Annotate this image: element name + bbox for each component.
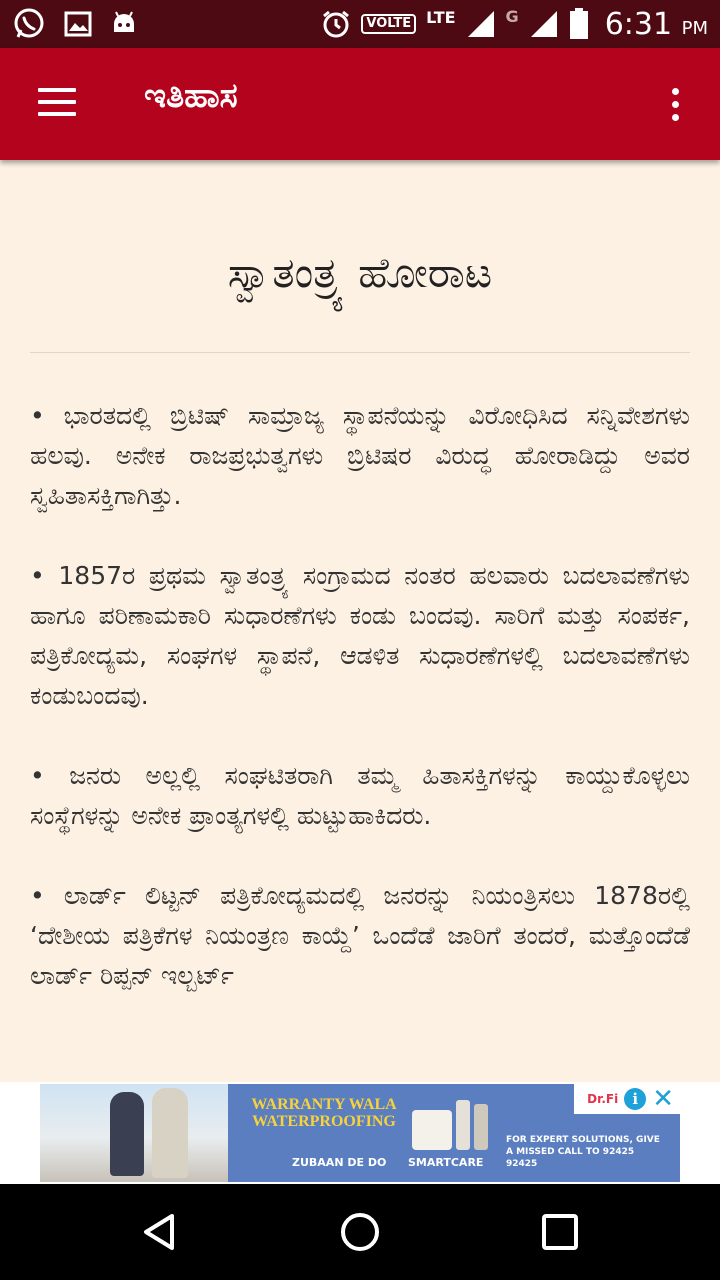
gallery-icon (64, 11, 92, 37)
lte-label: LTE (426, 8, 456, 27)
navigation-bar (0, 1184, 720, 1280)
paragraph: • ಜನರು ಅಲ್ಲಲ್ಲಿ ಸಂಘಟಿತರಾಗಿ ತಮ್ಮ ಹಿತಾಸಕ್ತಿಗಳನ್ನು ಕಾಯ್ದುಕೊಳ್ಳಲು ಸಂಸ್ಥೆಗಳನ್ನು ಅನೇಕ ಪ್ರಾಂತ್ಯಗಳಲ್ಲಿ ಹುಟ್ಟುಹಾಕಿದರು. (30, 761, 690, 830)
ad-photo (40, 1084, 228, 1182)
ad-banner[interactable] (40, 1084, 680, 1182)
paragraph: • ಲಾರ್ಡ್ ಲಿಟ್ಟನ್ ಪತ್ರಿಕೋದ್ಯಮದಲ್ಲಿ ಜನರನ್ನು ನಿಯಂತ್ರಿಸಲು 1878ರಲ್ಲಿ ‘ದೇಶೀಯ ಪತ್ರಿಕೆಗಳ ನಿಯಂತ್ರಣ ಕಾಯ್ದೆ’ ಒಂದೆಡೆ ಜಾರಿಗೆ ತಂದರೆ, ಮತ್ತೊಂದೆಡೆ ಲಾರ್ಡ್ ರಿಪ್ಪನ್ ಇಲ್ಬರ್ಟ್ (30, 881, 690, 990)
ad-tagline: ZUBAAN DE DO (292, 1156, 387, 1169)
more-options-icon[interactable] (660, 82, 690, 126)
back-icon[interactable] (138, 1210, 182, 1254)
article-body (30, 396, 690, 1036)
app-bar (0, 48, 720, 160)
ad-choices-badge[interactable] (574, 1084, 680, 1114)
ad-headline: WARRANTY WALA WATERPROOFING (251, 1096, 397, 1130)
battery-icon (569, 8, 589, 40)
info-icon[interactable]: i (624, 1088, 646, 1110)
ad-product-image (412, 1100, 492, 1150)
page-title: ಇತಿಹಾಸ (144, 76, 238, 116)
status-bar (0, 0, 720, 48)
android-icon (110, 10, 138, 38)
close-icon[interactable]: ✕ (652, 1084, 674, 1114)
article-title: ಸ್ವಾತಂತ್ರ್ಯ ಹೋರಾಟ (227, 248, 493, 297)
paragraph: • ಭಾರತದಲ್ಲಿ ಬ್ರಿಟಿಷ್ ಸಾಮ್ರಾಜ್ಯ ಸ್ಥಾಪನೆಯನ್ನು ವಿರೋಧಿಸಿದ ಸನ್ನಿವೇಶಗಳು ಹಲವು. ಅನೇಕ ರಾಜಪ್ರಭುತ್ವಗಳು ಬ್ರಿಟಿಷರ ವಿರುದ್ಧ ಹೋರಾಡಿದ್ದು ಅವರ ಸ್ವಹಿತಾಸಕ್ತಿಗಾಗಿತ್ತು. (30, 401, 690, 510)
whatsapp-icon (12, 7, 46, 41)
ad-area (0, 1082, 720, 1184)
ad-badge-brand: Dr.Fi (587, 1092, 619, 1106)
hamburger-menu-icon[interactable] (28, 78, 84, 128)
network-g-label: G (505, 6, 519, 26)
paragraph: • 1857ರ ಪ್ರಥಮ ಸ್ವಾತಂತ್ರ್ಯ ಸಂಗ್ರಾಮದ ನಂತರ ಹಲವಾರು ಬದಲಾವಣೆಗಳು ಹಾಗೂ ಪರಿಣಾಮಕಾರಿ ಸುಧಾರಣೆಗಳು ಕಂಡು ಬಂದವು. ಸಾರಿಗೆ ಮತ್ತು ಸಂಪರ್ಕ, ಪತ್ರಿಕೋದ್ಯಮ, ಸಂಘಗಳ ಸ್ಥಾಪನೆ, ಆಡಳಿತ ಸುಧಾರಣೆಗಳಲ್ಲಿ ಬದಲಾವಣೆಗಳು ಕಂಡುಬಂದವು. (30, 561, 690, 710)
divider (30, 352, 690, 353)
clock: 6:31 PM (604, 6, 708, 42)
home-icon[interactable] (338, 1210, 382, 1254)
alarm-icon (321, 9, 351, 39)
recents-icon[interactable] (538, 1210, 582, 1254)
ad-brand: SMARTCARE (408, 1156, 484, 1169)
signal-2-icon (529, 9, 559, 39)
volte-badge: VOLTE (361, 14, 416, 34)
article-content[interactable] (0, 160, 720, 1082)
ad-cta: FOR EXPERT SOLUTIONS, GIVE A MISSED CALL TO 92425 92425 (506, 1135, 660, 1169)
signal-icon (466, 9, 496, 39)
